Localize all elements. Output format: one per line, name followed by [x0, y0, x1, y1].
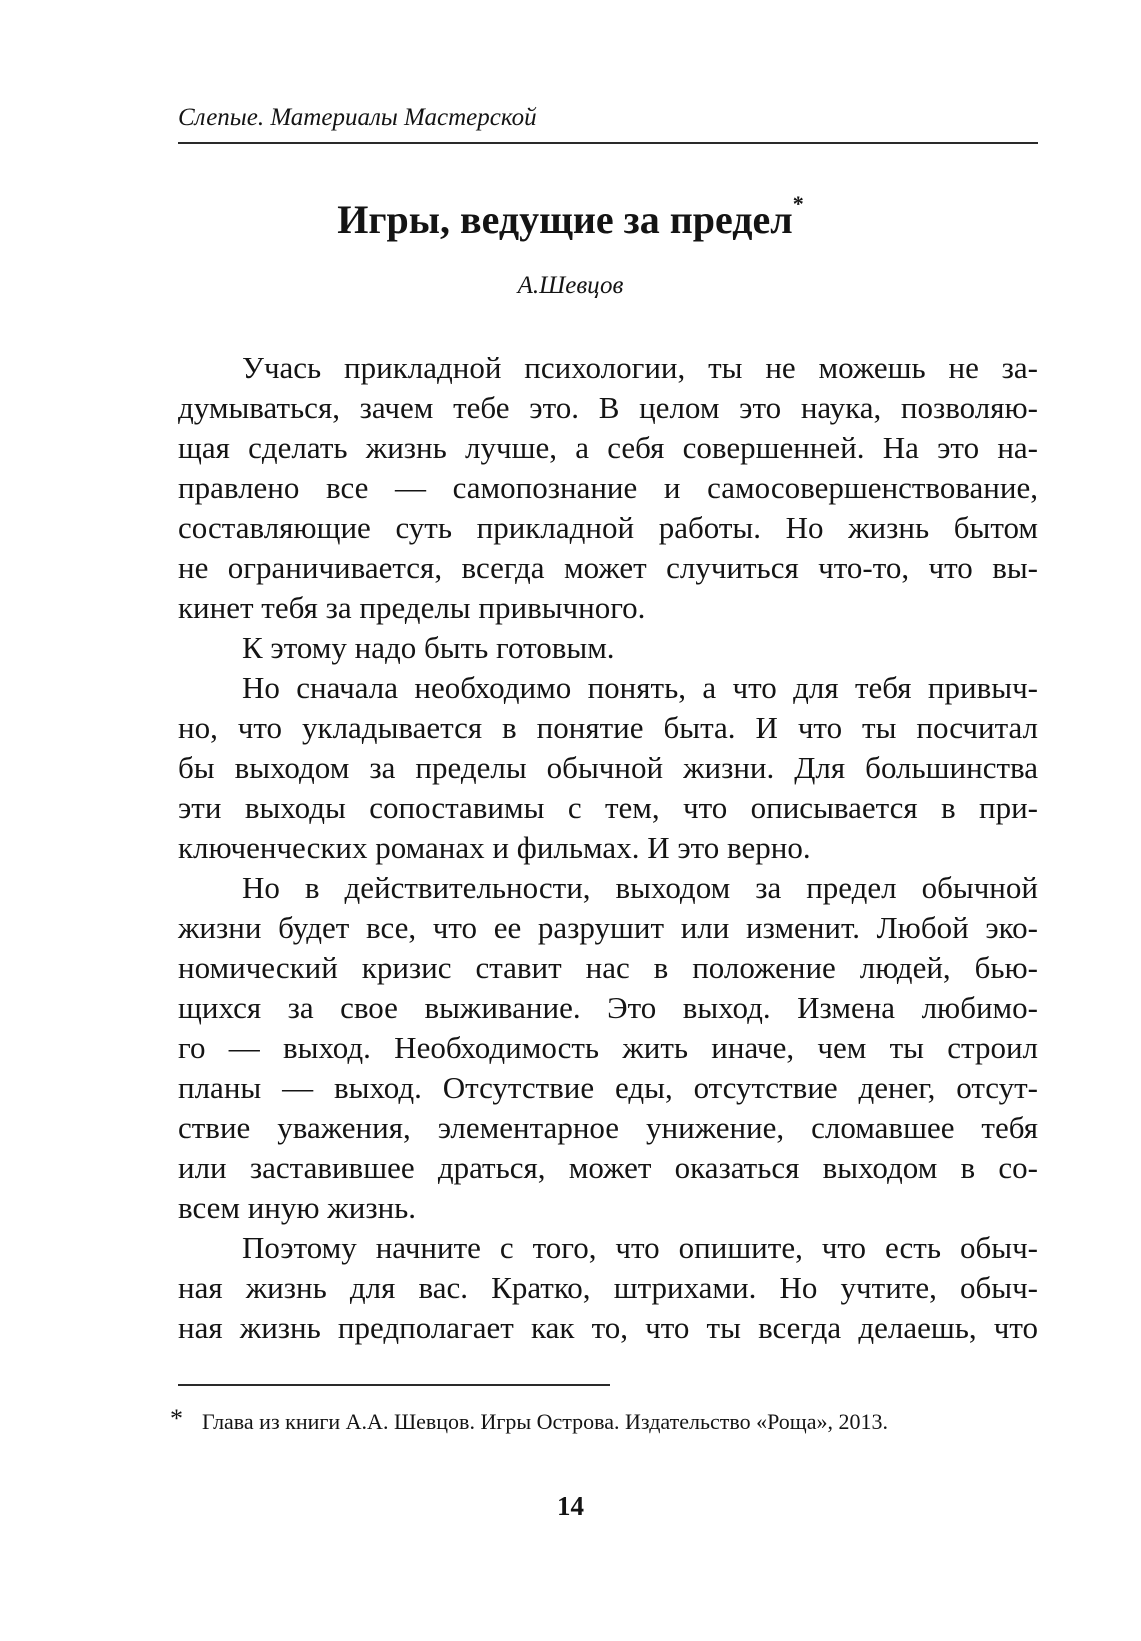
- article-title: [0, 191, 1141, 243]
- body-line: ная жизнь предполагает как то, что ты всегда делаешь, что: [178, 1310, 1038, 1345]
- body-line: не ограничивается, всегда может случиться что-то, что вы-: [178, 550, 1038, 585]
- body-line: составляющие суть прикладной работы. Но жизнь бытом: [178, 510, 1038, 545]
- article-author: А.Шевцов: [517, 272, 624, 299]
- body-line: бы выходом за пределы обычной жизни. Для большинства: [178, 750, 1038, 785]
- footnote-text: Глава из книги А.А. Шевцов. Игры Острова. Издательство «Роща», 2013.: [202, 1409, 889, 1434]
- body-line: Поэтому начните с того, что опишите, что есть обыч-: [242, 1230, 1038, 1265]
- body-line: щая сделать жизнь лучше, а себя совершенней. На это на-: [178, 430, 1038, 465]
- body-line: К этому надо быть готовым.: [242, 630, 615, 665]
- body-line: Но в действительности, выходом за предел обычной: [242, 870, 1038, 905]
- footnote-reference-mark: *: [792, 191, 804, 216]
- page-number: 14: [557, 1491, 584, 1521]
- header-divider: [178, 142, 1038, 144]
- body-line: но, что укладывается в понятие быта. И что ты посчитал: [178, 710, 1038, 745]
- body-line: Учась прикладной психологии, ты не можешь не за-: [242, 350, 1038, 385]
- body-line: эти выходы сопоставимы с тем, что описывается в при-: [178, 790, 1038, 825]
- article-title-text: Игры, ведущие за предел: [337, 197, 793, 242]
- body-line: думываться, зачем тебе это. В целом это наука, позволяю-: [178, 390, 1038, 425]
- body-line: го — выход. Необходимость жить иначе, чем ты строил: [178, 1030, 1038, 1065]
- body-line: ствие уважения, элементарное унижение, сломавшее тебя: [178, 1110, 1038, 1145]
- running-head: Слепые. Материалы Мастерской: [178, 104, 537, 131]
- body-line: кинет тебя за пределы привычного.: [178, 590, 646, 625]
- body-line: ная жизнь для вас. Кратко, штрихами. Но учтите, обыч-: [178, 1270, 1038, 1305]
- body-line: Но сначала необходимо понять, а что для тебя привыч-: [242, 670, 1038, 705]
- footnote-mark: *: [170, 1404, 183, 1433]
- body-line: жизни будет все, что ее разрушит или изменит. Любой эко-: [178, 910, 1038, 945]
- body-line: планы — выход. Отсутствие еды, отсутствие денег, отсут-: [178, 1070, 1038, 1105]
- body-line: или заставившее драться, может оказаться выходом в со-: [178, 1150, 1038, 1185]
- body-line: правлено все — самопознание и самосовершенствование,: [178, 470, 1038, 505]
- footnote-divider: [178, 1384, 610, 1386]
- body-line: ключенческих романах и фильмах. И это верно.: [178, 830, 811, 865]
- body-line: щихся за свое выживание. Это выход. Измена любимо-: [178, 990, 1038, 1025]
- body-line: всем иную жизнь.: [178, 1190, 417, 1225]
- body-line: номический кризис ставит нас в положение людей, бью-: [178, 950, 1038, 985]
